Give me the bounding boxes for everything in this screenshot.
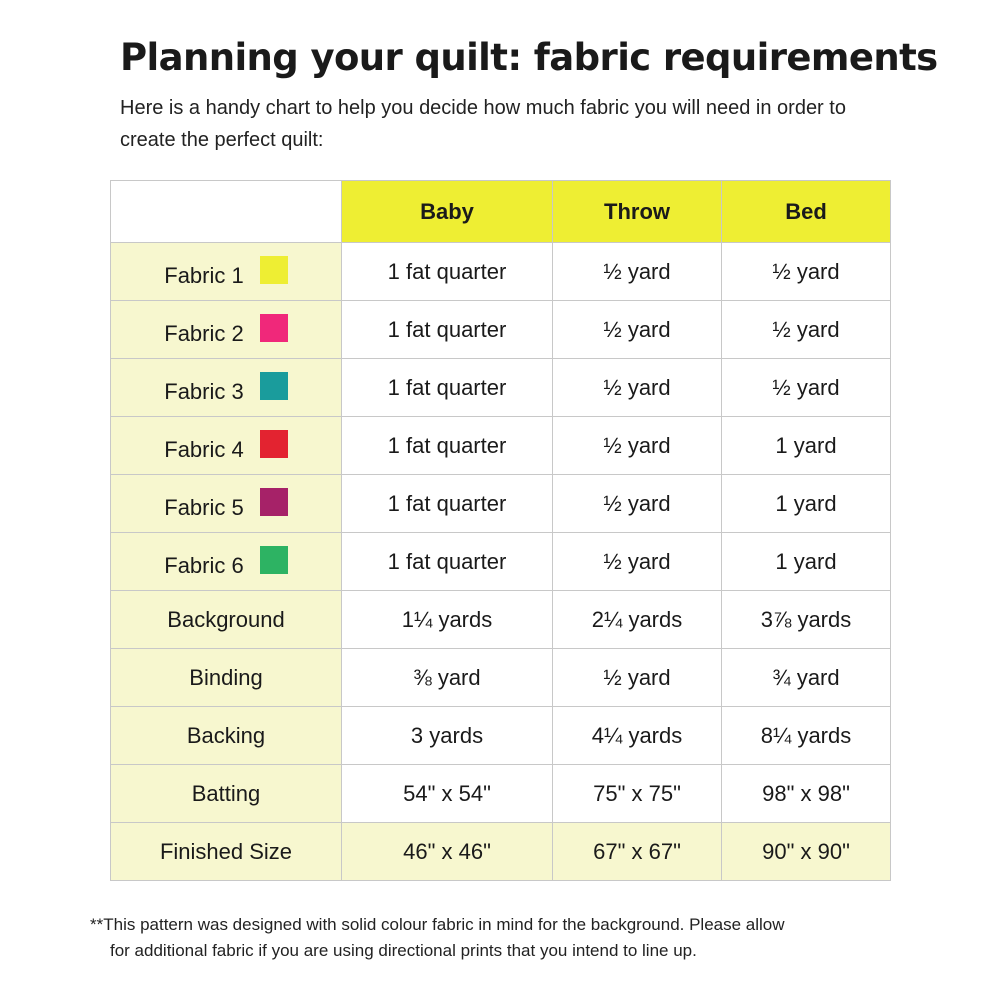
fabric-label <box>164 374 287 402</box>
footnote-line-1: **This pattern was designed with solid colour fabric in mind for the background. Please allow <box>90 915 785 934</box>
color-swatch <box>260 314 288 342</box>
value-cell-throw: ½ yard <box>553 533 722 591</box>
value-cell-bed: 90" x 90" <box>722 823 891 881</box>
table-row <box>111 475 891 533</box>
value-cell-throw: ½ yard <box>553 475 722 533</box>
row-label: Batting <box>191 780 261 806</box>
value-cell-bed: 1 yard <box>722 475 891 533</box>
value-cell-baby: 1 fat quarter <box>342 301 553 359</box>
value-cell-bed: ½ yard <box>722 359 891 417</box>
value-cell-throw: 67" x 67" <box>553 823 722 881</box>
table-row <box>111 533 891 591</box>
row-label: Fabric 3 <box>164 378 244 404</box>
value-cell-bed: 1 yard <box>722 533 891 591</box>
value-cell-throw: 2¼ yards <box>553 591 722 649</box>
value-cell-baby: 54" x 54" <box>342 765 553 823</box>
value-cell-bed: 1 yard <box>722 417 891 475</box>
column-header-bed: Bed <box>722 181 891 243</box>
color-swatch <box>260 256 288 284</box>
value-cell-bed: ¾ yard <box>722 649 891 707</box>
column-header-baby: Baby <box>342 181 553 243</box>
value-cell-baby: 1 fat quarter <box>342 417 553 475</box>
row-label-cell <box>111 765 342 823</box>
row-label: Fabric 4 <box>164 436 244 462</box>
table-row <box>111 649 891 707</box>
footnote <box>90 912 910 964</box>
row-label: Fabric 6 <box>164 552 244 578</box>
row-label-cell <box>111 707 342 765</box>
column-header-throw: Throw <box>553 181 722 243</box>
value-cell-throw: ½ yard <box>553 359 722 417</box>
value-cell-throw: 75" x 75" <box>553 765 722 823</box>
table-row <box>111 301 891 359</box>
row-label: Fabric 1 <box>164 262 244 288</box>
row-label-cell <box>111 359 342 417</box>
color-swatch <box>260 546 288 574</box>
color-swatch <box>260 430 288 458</box>
row-label-cell <box>111 301 342 359</box>
value-cell-baby: 1 fat quarter <box>342 359 553 417</box>
value-cell-bed: ½ yard <box>722 243 891 301</box>
fabric-label <box>164 316 287 344</box>
table-row <box>111 243 891 301</box>
value-cell-throw: ½ yard <box>553 301 722 359</box>
table-header-row <box>111 181 891 243</box>
value-cell-throw: ½ yard <box>553 417 722 475</box>
value-cell-throw: ½ yard <box>553 243 722 301</box>
table-row <box>111 707 891 765</box>
footnote-line-2: for additional fabric if you are using directional prints that you intend to line up. <box>110 941 697 960</box>
value-cell-baby: 1 fat quarter <box>342 243 553 301</box>
table-corner-cell <box>111 181 342 243</box>
row-label: Fabric 2 <box>164 320 244 346</box>
row-label-cell <box>111 417 342 475</box>
value-cell-bed: 8¼ yards <box>722 707 891 765</box>
row-label-cell <box>111 475 342 533</box>
table-row <box>111 359 891 417</box>
value-cell-bed: 3⅞ yards <box>722 591 891 649</box>
fabric-label <box>164 490 287 518</box>
value-cell-bed: 98" x 98" <box>722 765 891 823</box>
value-cell-baby: 46" x 46" <box>342 823 553 881</box>
value-cell-throw: ½ yard <box>553 649 722 707</box>
table-row <box>111 823 891 881</box>
fabric-label <box>164 258 287 286</box>
value-cell-baby: 1 fat quarter <box>342 533 553 591</box>
row-label-cell <box>111 649 342 707</box>
value-cell-baby: 1 fat quarter <box>342 475 553 533</box>
table-row <box>111 591 891 649</box>
row-label: Fabric 5 <box>164 494 244 520</box>
color-swatch <box>260 488 288 516</box>
intro-text: Here is a handy chart to help you decide how much fabric you will need in order to create the perfect quilt: <box>120 97 846 151</box>
table-row <box>111 417 891 475</box>
table-row <box>111 765 891 823</box>
fabric-requirements-table <box>110 180 891 881</box>
color-swatch <box>260 372 288 400</box>
row-label-cell <box>111 533 342 591</box>
row-label: Backing <box>186 722 266 748</box>
value-cell-baby: 1¼ yards <box>342 591 553 649</box>
page-title: Planning your quilt: fabric requirements <box>120 36 938 79</box>
row-label-cell <box>111 591 342 649</box>
row-label: Finished Size <box>159 838 293 864</box>
fabric-label <box>164 432 287 460</box>
row-label-cell <box>111 823 342 881</box>
row-label-cell <box>111 243 342 301</box>
row-label: Binding <box>189 664 263 690</box>
value-cell-throw: 4¼ yards <box>553 707 722 765</box>
row-label: Background <box>167 606 285 632</box>
value-cell-baby: 3 yards <box>342 707 553 765</box>
value-cell-bed: ½ yard <box>722 301 891 359</box>
fabric-label <box>164 548 287 576</box>
value-cell-baby: ⅜ yard <box>342 649 553 707</box>
